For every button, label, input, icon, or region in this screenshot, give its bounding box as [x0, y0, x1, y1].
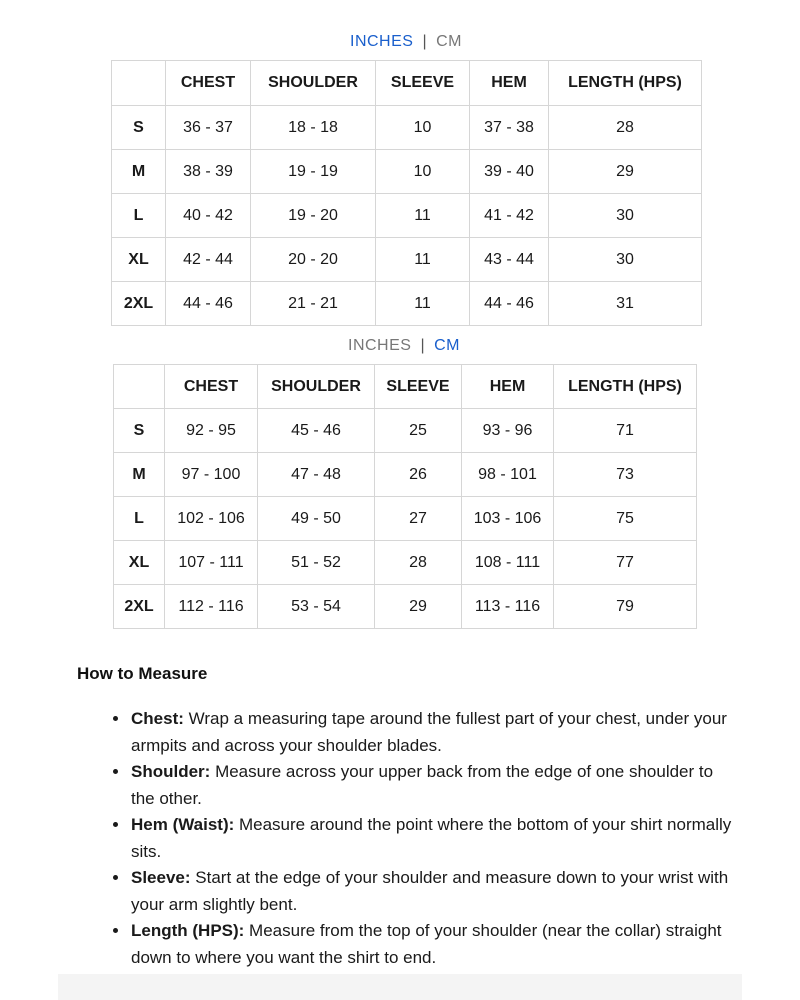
column-header: LENGTH (HPS) [554, 365, 697, 409]
column-header: SHOULDER [258, 365, 375, 409]
measure-instruction-item [130, 918, 737, 971]
measurement-cell: 112 - 116 [165, 585, 258, 629]
column-header: CHEST [165, 365, 258, 409]
measurement-cell: 93 - 96 [462, 409, 554, 453]
size-table-inches [111, 60, 702, 326]
measurement-cell: 44 - 46 [470, 282, 549, 326]
measurement-cell: 27 [375, 497, 462, 541]
size-table-cm [113, 364, 697, 629]
how-to-measure-title: How to Measure [77, 664, 208, 683]
measurement-cell: 11 [376, 194, 470, 238]
measurement-cell: 53 - 54 [258, 585, 375, 629]
size-label-cell: L [114, 497, 165, 541]
header-blank-cell [114, 365, 165, 409]
table-row [112, 106, 702, 150]
measurement-cell: 36 - 37 [166, 106, 251, 150]
measurement-cell: 30 [549, 194, 702, 238]
table-row [112, 282, 702, 326]
measurement-cell: 92 - 95 [165, 409, 258, 453]
measure-description: Wrap a measuring tape around the fullest part of your chest, under your armpits and across your shoulder blades. [131, 709, 727, 755]
table-header-row [112, 61, 702, 106]
measurement-cell: 31 [549, 282, 702, 326]
measurement-cell: 30 [549, 238, 702, 282]
size-label-cell: 2XL [112, 282, 166, 326]
measurement-cell: 107 - 111 [165, 541, 258, 585]
measure-term: Hem (Waist): [131, 815, 235, 834]
measurement-cell: 51 - 52 [258, 541, 375, 585]
header-blank-cell [112, 61, 166, 106]
measurement-cell: 97 - 100 [165, 453, 258, 497]
size-label-cell: XL [114, 541, 165, 585]
unit-toggle-inches-table [6, 33, 800, 51]
size-label-cell: XL [112, 238, 166, 282]
measurement-cell: 44 - 46 [166, 282, 251, 326]
measurement-cell: 26 [375, 453, 462, 497]
measurement-cell: 39 - 40 [470, 150, 549, 194]
table-row [114, 541, 697, 585]
cm-unit-tab[interactable]: CM [434, 337, 460, 354]
measurement-cell: 41 - 42 [470, 194, 549, 238]
measurement-cell: 11 [376, 282, 470, 326]
measure-instruction-item [130, 865, 737, 918]
size-label-cell: S [112, 106, 166, 150]
unit-toggle-cm-table [4, 337, 800, 355]
column-header: LENGTH (HPS) [549, 61, 702, 106]
footer-divider-band [58, 974, 742, 1000]
table-row [114, 409, 697, 453]
measurement-cell: 47 - 48 [258, 453, 375, 497]
measure-instructions-list [77, 706, 737, 971]
column-header: SLEEVE [376, 61, 470, 106]
measurement-cell: 45 - 46 [258, 409, 375, 453]
measurement-cell: 28 [549, 106, 702, 150]
measurement-cell: 75 [554, 497, 697, 541]
how-to-measure-section [77, 664, 737, 971]
measurement-cell: 79 [554, 585, 697, 629]
measurement-cell: 77 [554, 541, 697, 585]
measurement-cell: 29 [375, 585, 462, 629]
measurement-cell: 28 [375, 541, 462, 585]
size-label-cell: M [112, 150, 166, 194]
measurement-cell: 38 - 39 [166, 150, 251, 194]
measurement-cell: 103 - 106 [462, 497, 554, 541]
measurement-cell: 11 [376, 238, 470, 282]
measurement-cell: 49 - 50 [258, 497, 375, 541]
table-row [112, 194, 702, 238]
measurement-cell: 40 - 42 [166, 194, 251, 238]
column-header: HEM [470, 61, 549, 106]
measurement-cell: 19 - 20 [251, 194, 376, 238]
size-label-cell: M [114, 453, 165, 497]
measure-instruction-item [130, 759, 737, 812]
measurement-cell: 108 - 111 [462, 541, 554, 585]
measurement-cell: 98 - 101 [462, 453, 554, 497]
measurement-cell: 37 - 38 [470, 106, 549, 150]
measurement-cell: 29 [549, 150, 702, 194]
table-row [114, 497, 697, 541]
table-row [112, 150, 702, 194]
measurement-cell: 21 - 21 [251, 282, 376, 326]
measure-instruction-item [130, 706, 737, 759]
inches-unit-tab[interactable]: INCHES [348, 337, 412, 354]
measurement-cell: 18 - 18 [251, 106, 376, 150]
measurement-cell: 25 [375, 409, 462, 453]
size-label-cell: S [114, 409, 165, 453]
column-header: SLEEVE [375, 365, 462, 409]
measurement-cell: 10 [376, 106, 470, 150]
measure-description: Measure around the point where the bottom of your shirt normally sits. [131, 815, 732, 861]
measurement-cell: 20 - 20 [251, 238, 376, 282]
measurement-cell: 73 [554, 453, 697, 497]
inches-unit-tab[interactable]: INCHES [350, 33, 414, 50]
unit-separator: | [422, 33, 428, 50]
measurement-cell: 42 - 44 [166, 238, 251, 282]
table-row [114, 585, 697, 629]
column-header: HEM [462, 365, 554, 409]
measure-description: Measure across your upper back from the edge of one shoulder to the other. [131, 762, 714, 808]
measure-term: Length (HPS): [131, 921, 245, 940]
table-header-row [114, 365, 697, 409]
size-label-cell: 2XL [114, 585, 165, 629]
measure-description: Start at the edge of your shoulder and measure down to your wrist with your arm slightly bent. [131, 868, 729, 914]
measurement-cell: 19 - 19 [251, 150, 376, 194]
table-row [112, 238, 702, 282]
column-header: SHOULDER [251, 61, 376, 106]
cm-unit-tab[interactable]: CM [436, 33, 462, 50]
unit-separator: | [420, 337, 426, 354]
measurement-cell: 113 - 116 [462, 585, 554, 629]
measure-term: Shoulder: [131, 762, 211, 781]
measurement-cell: 43 - 44 [470, 238, 549, 282]
size-label-cell: L [112, 194, 166, 238]
measurement-cell: 71 [554, 409, 697, 453]
table-row [114, 453, 697, 497]
measure-term: Sleeve: [131, 868, 191, 887]
measure-term: Chest: [131, 709, 184, 728]
column-header: CHEST [166, 61, 251, 106]
measurement-cell: 10 [376, 150, 470, 194]
measure-instruction-item [130, 812, 737, 865]
measure-description: Measure from the top of your shoulder (near the collar) straight down to where you want the shirt to end. [131, 921, 722, 967]
measurement-cell: 102 - 106 [165, 497, 258, 541]
